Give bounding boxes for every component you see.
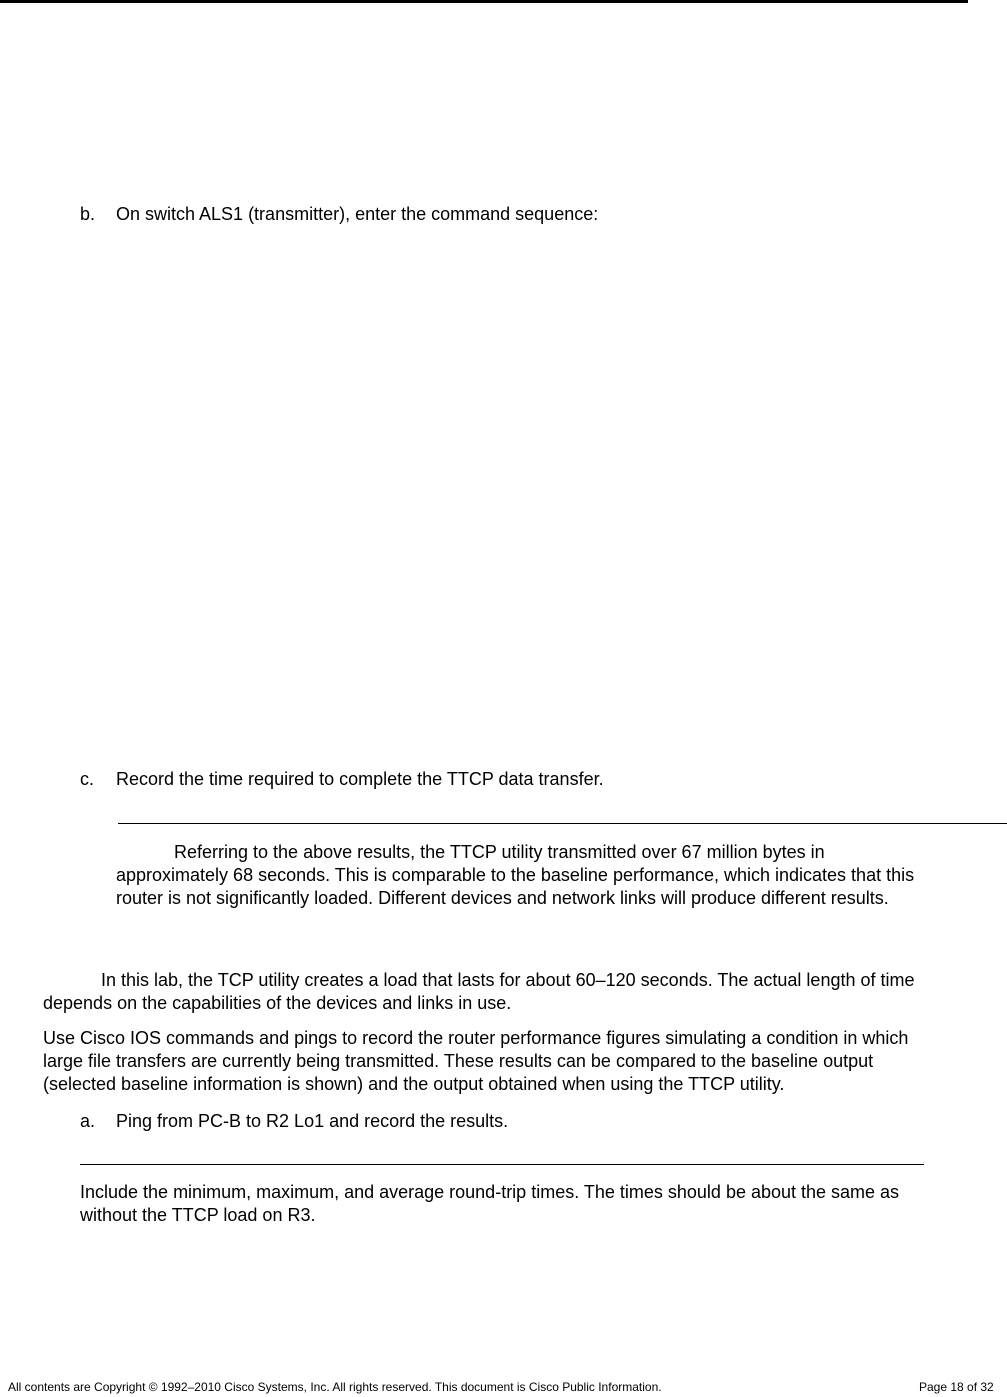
intro-line-2: depends on the capabilities of the devices and links in use.: [43, 993, 512, 1013]
answer-c-line-1: Referring to the above results, the TTCP utility transmitted over 67 million bytes in: [174, 842, 825, 862]
footer-page-number: Page 18 of 32: [919, 1380, 994, 1394]
step-c-text: Record the time required to complete the TTCP data transfer.: [116, 769, 604, 789]
top-rule: [0, 0, 968, 3]
step-c-label: c.: [80, 769, 95, 789]
footer-copyright: All contents are Copyright © 1992–2010 Cisco Systems, Inc. All rights reserved. This document is Cisco Public Information.: [8, 1380, 662, 1394]
step-a-note-line-2: without the TTCP load on R3.: [80, 1205, 316, 1225]
answer-c-line-2: approximately 68 seconds. This is comparable to the baseline performance, which indicates that this: [116, 865, 915, 885]
step-a-note-line-1: Include the minimum, maximum, and average round-trip times. The times should be about the same as: [80, 1182, 900, 1202]
answer-line-a: [80, 1164, 924, 1165]
step-b-label: b.: [80, 204, 96, 224]
intro-line-1: In this lab, the TCP utility creates a load that lasts for about 60–120 seconds. The actual length of time: [101, 970, 915, 990]
step-a-text: Ping from PC-B to R2 Lo1 and record the results.: [116, 1111, 509, 1131]
instructions-line-3: (selected baseline information is shown) and the output obtained when using the TTCP utility.: [43, 1074, 785, 1094]
step-b-text: On switch ALS1 (transmitter), enter the command sequence:: [116, 204, 599, 224]
instructions-line-1: Use Cisco IOS commands and pings to record the router performance figures simulating a condition in which: [43, 1028, 909, 1048]
instructions-line-2: large file transfers are currently being transmitted. These results can be compared to the baseline output: [43, 1051, 874, 1071]
answer-line-c: [118, 823, 1007, 824]
answer-c-line-3: router is not significantly loaded. Different devices and network links will produce different results.: [116, 888, 889, 908]
step-a-label: a.: [80, 1111, 96, 1131]
